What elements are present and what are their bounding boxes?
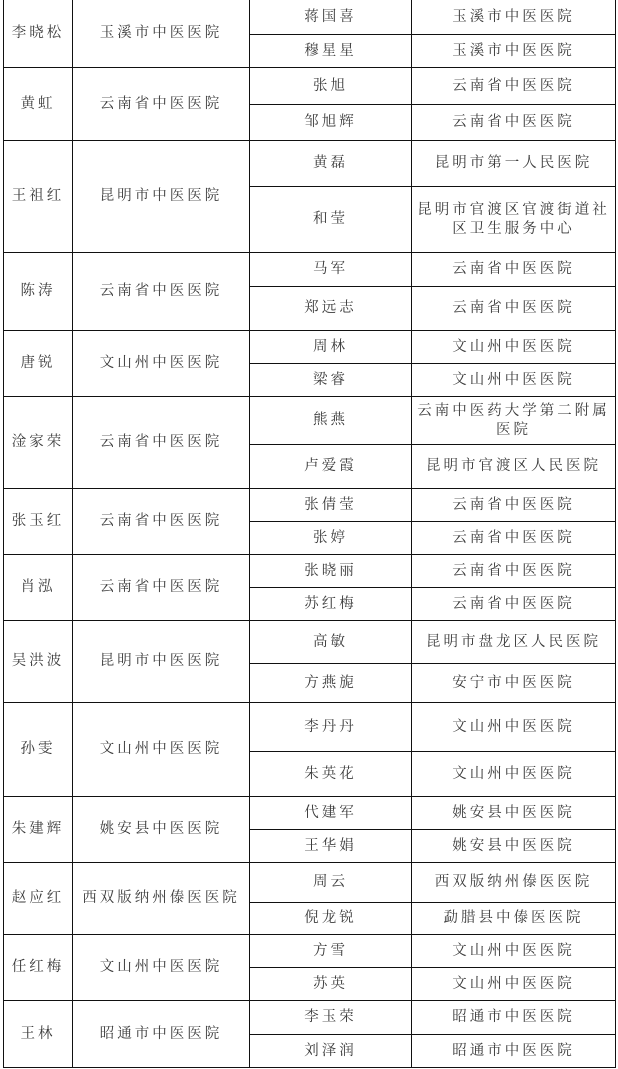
mentor-hospital: 文山州中医医院 xyxy=(73,703,250,797)
student-hospital: 姚安县中医医院 xyxy=(412,797,616,830)
student-hospital: 云南省中医医院 xyxy=(412,68,616,105)
student-hospital: 西双版纳州傣医医院 xyxy=(412,863,616,903)
table-row xyxy=(4,489,616,522)
table-row xyxy=(4,141,616,187)
mentor-name: 肖泓 xyxy=(4,555,73,621)
mentor-name: 吴洪波 xyxy=(4,621,73,703)
student-hospital: 昆明市第一人民医院 xyxy=(412,141,616,187)
student-hospital: 云南中医药大学第二附属 医院 xyxy=(412,397,616,445)
mentor-hospital: 昆明市中医医院 xyxy=(73,141,250,253)
student-name: 梁睿 xyxy=(250,364,412,397)
student-hospital: 云南省中医医院 xyxy=(412,555,616,588)
student-hospital: 昆明市官渡区官渡街道社 区卫生服务中心 xyxy=(412,187,616,253)
table-row xyxy=(4,68,616,105)
student-name: 李丹丹 xyxy=(250,703,412,752)
mentor-hospital: 文山州中医医院 xyxy=(73,935,250,1001)
table-row xyxy=(4,0,616,35)
student-hospital: 玉溪市中医医院 xyxy=(412,0,616,35)
mentor-hospital: 云南省中医医院 xyxy=(73,555,250,621)
mentor-name: 黄虹 xyxy=(4,68,73,141)
student-hospital: 云南省中医医院 xyxy=(412,105,616,141)
student-name: 黄磊 xyxy=(250,141,412,187)
mentor-name: 陈涛 xyxy=(4,253,73,331)
student-hospital: 昆明市官渡区人民医院 xyxy=(412,445,616,489)
mentor-name: 任红梅 xyxy=(4,935,73,1001)
mentor-name: 唐锐 xyxy=(4,331,73,397)
student-name: 马军 xyxy=(250,253,412,287)
student-name: 张晓丽 xyxy=(250,555,412,588)
table-body xyxy=(4,0,616,1068)
table-row xyxy=(4,935,616,968)
table-row xyxy=(4,555,616,588)
table-row xyxy=(4,253,616,287)
student-name: 卢爱霞 xyxy=(250,445,412,489)
mentor-name: 王林 xyxy=(4,1001,73,1068)
table-row xyxy=(4,621,616,664)
mentor-hospital: 昭通市中医医院 xyxy=(73,1001,250,1068)
student-name: 熊燕 xyxy=(250,397,412,445)
student-name: 代建军 xyxy=(250,797,412,830)
student-name: 邹旭辉 xyxy=(250,105,412,141)
student-hospital: 文山州中医医院 xyxy=(412,331,616,364)
mentor-hospital: 文山州中医医院 xyxy=(73,331,250,397)
mentor-name: 李晓松 xyxy=(4,0,73,68)
student-hospital: 云南省中医医院 xyxy=(412,287,616,331)
student-name: 王华娟 xyxy=(250,830,412,863)
student-name: 倪龙锐 xyxy=(250,903,412,935)
student-hospital: 文山州中医医院 xyxy=(412,935,616,968)
student-name: 方雪 xyxy=(250,935,412,968)
student-name: 朱英花 xyxy=(250,752,412,797)
student-hospital: 云南省中医医院 xyxy=(412,253,616,287)
table-row xyxy=(4,397,616,445)
mentor-hospital: 云南省中医医院 xyxy=(73,68,250,141)
mentor-hospital: 玉溪市中医医院 xyxy=(73,0,250,68)
mentor-hospital: 云南省中医医院 xyxy=(73,397,250,489)
table-row xyxy=(4,703,616,752)
student-hospital: 昭通市中医医院 xyxy=(412,1001,616,1035)
table-row xyxy=(4,863,616,903)
student-name: 周林 xyxy=(250,331,412,364)
student-name: 苏英 xyxy=(250,968,412,1001)
student-hospital: 文山州中医医院 xyxy=(412,752,616,797)
student-name: 方燕旎 xyxy=(250,664,412,703)
mentor-hospital: 西双版纳州傣医医院 xyxy=(73,863,250,935)
student-hospital: 文山州中医医院 xyxy=(412,703,616,752)
table-row xyxy=(4,331,616,364)
mentor-name: 朱建辉 xyxy=(4,797,73,863)
student-name: 周云 xyxy=(250,863,412,903)
student-hospital: 云南省中医医院 xyxy=(412,588,616,621)
student-name: 刘泽润 xyxy=(250,1035,412,1068)
student-hospital: 姚安县中医医院 xyxy=(412,830,616,863)
mentor-name: 张玉红 xyxy=(4,489,73,555)
student-name: 李玉荣 xyxy=(250,1001,412,1035)
student-name: 高敏 xyxy=(250,621,412,664)
mentor-hospital: 昆明市中医医院 xyxy=(73,621,250,703)
student-hospital: 勐腊县中傣医医院 xyxy=(412,903,616,935)
mentor-name: 淦家荣 xyxy=(4,397,73,489)
student-name: 张婷 xyxy=(250,522,412,555)
student-name: 张旭 xyxy=(250,68,412,105)
student-name: 郑远志 xyxy=(250,287,412,331)
mentor-name: 孙雯 xyxy=(4,703,73,797)
mentor-name: 赵应红 xyxy=(4,863,73,935)
student-hospital: 玉溪市中医医院 xyxy=(412,35,616,68)
student-hospital: 文山州中医医院 xyxy=(412,364,616,397)
student-hospital: 昭通市中医医院 xyxy=(412,1035,616,1068)
student-hospital: 云南省中医医院 xyxy=(412,522,616,555)
mentor-hospital: 云南省中医医院 xyxy=(73,253,250,331)
table-row xyxy=(4,1001,616,1035)
mentor-hospital: 姚安县中医医院 xyxy=(73,797,250,863)
mentor-hospital: 云南省中医医院 xyxy=(73,489,250,555)
mentor-name: 王祖红 xyxy=(4,141,73,253)
student-name: 和莹 xyxy=(250,187,412,253)
student-name: 张倩莹 xyxy=(250,489,412,522)
student-hospital: 安宁市中医医院 xyxy=(412,664,616,703)
student-hospital: 昆明市盘龙区人民医院 xyxy=(412,621,616,664)
student-hospital: 文山州中医医院 xyxy=(412,968,616,1001)
student-hospital: 云南省中医医院 xyxy=(412,489,616,522)
student-name: 苏红梅 xyxy=(250,588,412,621)
student-name: 蒋国喜 xyxy=(250,0,412,35)
mentor-student-table xyxy=(3,0,616,1068)
table-row xyxy=(4,797,616,830)
student-name: 穆星星 xyxy=(250,35,412,68)
